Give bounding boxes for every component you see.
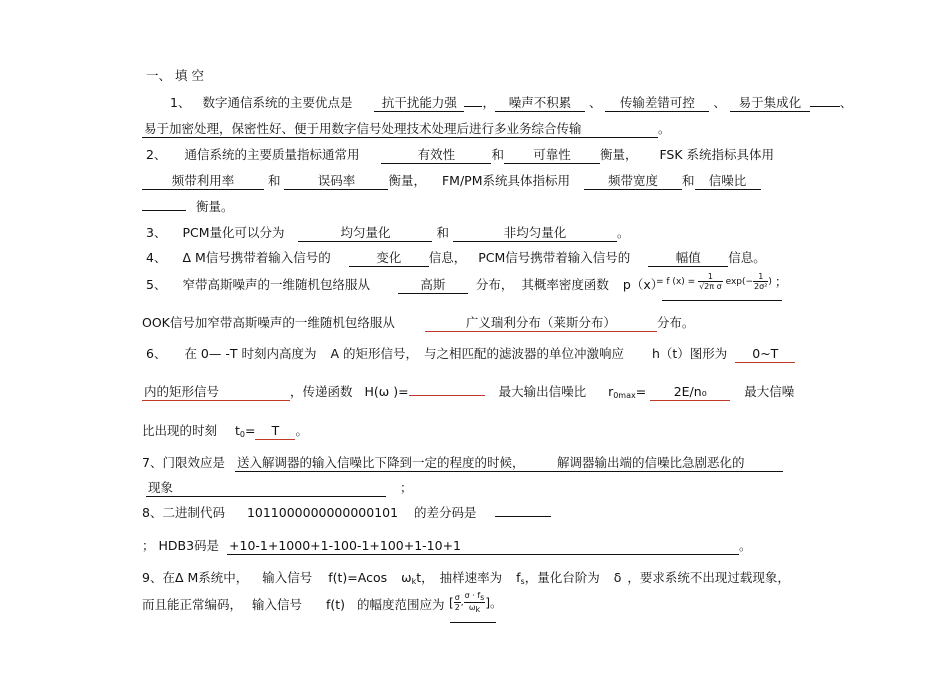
question-7-line-2 <box>146 480 413 497</box>
question-1-line-2 <box>142 121 671 138</box>
q6-t0-eq: = <box>245 423 256 438</box>
q2-blank-cont <box>142 210 186 211</box>
q3-end: 。 <box>616 225 630 240</box>
q6-a: A 的矩形信号， <box>330 346 418 361</box>
q4-pcm: PCM信号携带着输入信号的 <box>478 250 631 265</box>
question-5-line-2 <box>142 315 694 332</box>
question-5-line-1 <box>146 277 663 294</box>
q5-pdf: 其概率密度函数 <box>521 277 609 292</box>
q6-snr: 最大输出信噪比 <box>498 384 587 399</box>
q4-answer-1: 变化 <box>349 250 429 267</box>
q8-code: 1011000000000000101 <box>246 505 399 520</box>
q9-delta: δ <box>613 570 622 585</box>
q9-number: 9、 <box>142 570 163 585</box>
q9-comma: , <box>460 597 464 608</box>
q5-answer-2: 广义瑞利分布（莱斯分布） <box>425 315 657 332</box>
q9-fs-sub: s <box>520 577 525 586</box>
q6-snr-t: 最大信噪 <box>744 384 795 399</box>
q6-t0-sub: 0 <box>239 430 245 439</box>
question-6-line-2 <box>142 384 794 404</box>
q3-number: 3、 <box>146 225 167 240</box>
question-2-line-1 <box>146 147 774 164</box>
q9-frac-2-num: σ · f <box>464 591 481 600</box>
q5-px: p（x） <box>622 277 664 292</box>
q3-answer-2: 非均匀量化 <box>453 225 617 242</box>
q9-formula-underline <box>450 622 496 623</box>
q6-tf: ，传递函数 <box>290 384 353 399</box>
q2-prompt: 通信系统的主要质量指标通常用 <box>184 147 360 162</box>
q2-number: 2、 <box>146 147 167 162</box>
q9-t: t， <box>416 570 434 585</box>
q6-answer-3: 2E/n₀ <box>650 384 730 401</box>
q9-prompt: 在Δ M系统中， <box>162 570 249 585</box>
q9-ft-2: f(t) <box>326 597 346 612</box>
q6-r-sub: 0max <box>613 391 636 400</box>
question-6-line-3 <box>142 423 308 443</box>
q4-info-2: 信息。 <box>728 250 766 265</box>
question-2-line-3 <box>142 199 234 215</box>
q5-semicolon: ； <box>774 273 788 289</box>
q9-frac-2-den: ω <box>468 603 476 612</box>
q9-frac-2 <box>464 591 486 614</box>
question-2-line-2: 频带利用率 和 误码率 衡量， FM/PM系统具体指标用 频带宽度 和 信噪比 <box>142 173 761 190</box>
q2-answer-2: 可靠性 <box>504 147 600 164</box>
question-8-line-1 <box>142 505 551 521</box>
q6-answer-1b: 内的矩形信号 <box>142 384 290 401</box>
q2-measure: 衡量， <box>599 147 638 162</box>
q9-wk-sub: k <box>411 577 417 586</box>
q1-prompt: 数字通信系统的主要优点是 <box>202 95 353 110</box>
q1-number: 1、 <box>170 95 191 110</box>
q3-prompt: PCM量化可以分为 <box>182 225 285 240</box>
q5-formula-exp: exp(− <box>725 276 754 287</box>
q9-range: 的幅度范围应为 <box>357 597 445 612</box>
q5-formula-exp-num: 1 <box>753 272 768 282</box>
q9-lbracket: [ <box>449 595 454 610</box>
question-1-line-1: 1、 数字通信系统的主要优点是 抗干扰能力强 ， 噪声不积累 、 传输差错可控 、 易于集成化 、 <box>170 95 853 110</box>
q6-answer-4: T <box>255 423 295 440</box>
section-title <box>146 68 204 84</box>
q8-answer-1 <box>495 516 551 517</box>
q8-answer-2: +10-1+1000+1-100-1+100+1-10+1 <box>227 538 739 555</box>
q9-frac-1 <box>454 593 461 612</box>
q9-frac-1-num: σ <box>454 593 460 602</box>
q2-answer-6: 信噪比 <box>695 173 761 190</box>
q5-answer-1: 高斯 <box>398 277 468 294</box>
q9-step: ，量化台阶为 <box>524 570 600 585</box>
q4-answer-2: 幅值 <box>648 250 728 267</box>
q9-frac-1-den: 2 <box>454 603 460 612</box>
q7-number: 7、 <box>142 455 163 470</box>
q4-number: 4、 <box>146 250 167 265</box>
question-3 <box>146 225 629 242</box>
q8-prompt: 二进制代码 <box>162 505 225 520</box>
q9-ft: f(t)=Acos <box>328 570 388 585</box>
q1-blank-sep-2 <box>810 106 840 107</box>
q1-answer-5: 易于加密处理，保密性好、便于用数字信号处理技术处理后进行多业务综合传输 <box>142 121 658 138</box>
q5-formula-frac-1 <box>698 272 723 291</box>
q9-rbracket: ] <box>485 595 491 610</box>
q2-measure-3: 衡量。 <box>195 199 234 214</box>
question-4 <box>146 250 766 267</box>
q5-formula-underline <box>662 300 782 301</box>
q6-filter: 与之相匹配的滤波器的单位冲激响应 <box>423 346 624 361</box>
q3-answer-1: 均匀量化 <box>298 225 432 242</box>
q7-answer-1: 送入解调器的输入信噪比下降到一定的程度的时候， <box>235 455 555 472</box>
q6-answer-2 <box>409 395 485 396</box>
q9-end: 。 <box>490 594 503 610</box>
q1-answer-1: 抗干扰能力强 <box>374 95 464 112</box>
q1-blank-sep-1 <box>464 106 482 107</box>
q6-r: r <box>608 384 614 399</box>
q1-end: 。 <box>658 121 671 136</box>
q5-dist: 分布， <box>475 277 514 292</box>
q4-prompt: Δ M信号携带着输入信号的 <box>182 250 331 265</box>
question-8-line-2 <box>142 538 752 555</box>
q5-formula <box>656 272 787 291</box>
q9-input: 输入信号 <box>262 570 313 585</box>
q9-frac-2-num-sub: s <box>480 593 485 602</box>
question-6-line-1 <box>146 346 795 363</box>
section-title-text: 一、 填 空 <box>146 68 204 83</box>
q9-range-formula <box>449 591 503 614</box>
q9-frac-2-den-sub: k <box>475 605 481 614</box>
q7-answer-1b: 解调器输出端的信噪比急剧恶化的 <box>555 455 783 472</box>
q5-formula-frac-2 <box>753 272 768 291</box>
q6-prompt: 在 0— -T 时刻内高度为 <box>184 346 317 361</box>
q2-answer-3: 频带利用率 <box>142 173 264 190</box>
q6-r-eq: = <box>635 384 647 399</box>
q8-hdb3: ； HDB3码是 <box>142 538 220 553</box>
q6-hw: H(ω )= <box>364 384 409 399</box>
question-7-line-1 <box>142 455 783 472</box>
q4-info: 信息， <box>428 250 467 265</box>
q8-diff: 的差分码是 <box>414 505 477 520</box>
q5-prompt: 窄带高斯噪声的一维随机包络服从 <box>182 277 370 292</box>
q8-number: 8、 <box>142 505 163 520</box>
q2-answer-1: 有效性 <box>381 147 491 164</box>
q2-fsk: FSK 系统指标具体用 <box>659 147 775 162</box>
q2-and: 和 <box>491 147 504 162</box>
q5-formula-lhs: = f (x) = <box>656 276 696 287</box>
question-9-line-2 <box>142 597 445 613</box>
q5-formula-den: √2π σ <box>699 282 722 291</box>
q5-number: 5、 <box>146 277 167 292</box>
q6-number: 6、 <box>146 346 167 361</box>
q9-sample: 抽样速率为 <box>439 570 503 585</box>
q2-answer-5: 频带宽度 <box>584 173 682 190</box>
q2-measure-2: 衡量， <box>388 173 426 188</box>
q7-end: ； <box>399 480 413 495</box>
q9-fs: f <box>516 570 521 585</box>
q6-t0: t <box>235 423 240 438</box>
q5-ook: OOK信号加窄带高斯噪声的一维随机包络服从 <box>142 315 395 330</box>
q5-formula-num: 1 <box>698 272 723 282</box>
q1-answer-4: 易于集成化 <box>730 95 810 112</box>
q1-answer-3: 传输差错可控 <box>605 95 709 112</box>
q6-ht: h（t）图形为 <box>651 346 728 361</box>
q3-and: 和 <box>436 225 449 240</box>
q7-answer-1c: 现象 <box>146 480 386 497</box>
q5-formula-end: ) <box>768 276 772 287</box>
q2-fm: FM/PM系统具体指标用 <box>441 173 570 188</box>
q9-req: ，要求系统不出现过载现象， <box>627 570 790 585</box>
q6-answer-1: 0~T <box>735 346 795 363</box>
q5-dist-2: 分布。 <box>656 315 695 330</box>
q5-formula-exp-den: 2σ² <box>754 282 768 291</box>
q7-prompt: 门限效应是 <box>162 455 225 470</box>
q9-wk: ω <box>401 570 412 585</box>
question-9-line-1 <box>142 570 790 590</box>
q1-answer-2: 噪声不积累 <box>495 95 585 112</box>
q6-end: 。 <box>295 423 308 438</box>
q8-end: 。 <box>739 538 752 553</box>
q2-answer-4: 误码率 <box>284 173 388 190</box>
q9-input-2: 输入信号 <box>252 597 303 612</box>
q9-line2: 而且能正常编码， <box>142 597 243 612</box>
q6-snr-t2: 比出现的时刻 <box>142 423 218 438</box>
